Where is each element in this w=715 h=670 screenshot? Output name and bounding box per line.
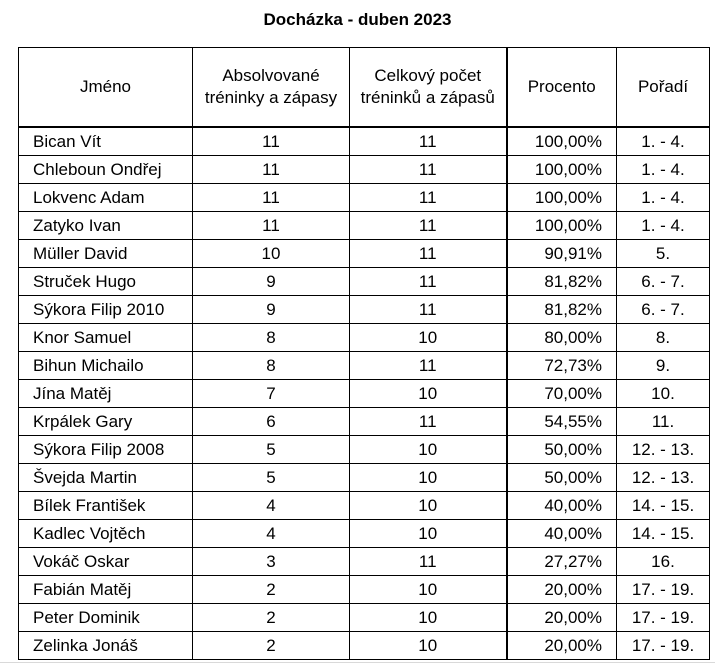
table-row (19, 576, 710, 604)
cell-percent: 100,00% (507, 156, 617, 184)
table-row (19, 212, 710, 240)
header-completed-line1: Absolvované (222, 66, 320, 85)
header-rank (617, 48, 710, 128)
cell-name: Krpálek Gary (19, 408, 193, 436)
cell-name: Chleboun Ondřej (19, 156, 193, 184)
cell-completed: 7 (193, 380, 350, 408)
table-row (19, 548, 710, 576)
table-row (19, 408, 710, 436)
cell-percent: 81,82% (507, 268, 617, 296)
cell-rank: 10. (617, 380, 710, 408)
table-row (19, 604, 710, 632)
cell-completed: 11 (193, 156, 350, 184)
header-percent (507, 48, 617, 128)
cell-completed: 9 (193, 296, 350, 324)
header-name-label: Jméno (79, 77, 132, 96)
cell-completed: 2 (193, 604, 350, 632)
cell-rank: 1. - 4. (617, 212, 710, 240)
cell-percent: 90,91% (507, 240, 617, 268)
table-row (19, 352, 710, 380)
cell-total: 11 (350, 268, 507, 296)
table-row (19, 464, 710, 492)
cell-total: 11 (350, 212, 507, 240)
cell-completed: 8 (193, 324, 350, 352)
table-row (19, 520, 710, 548)
cell-total: 10 (350, 464, 507, 492)
cell-name: Lokvenc Adam (19, 184, 193, 212)
cell-total: 11 (350, 127, 507, 156)
cell-percent: 40,00% (507, 492, 617, 520)
cell-rank: 1. - 4. (617, 184, 710, 212)
cell-name: Sýkora Filip 2008 (19, 436, 193, 464)
header-row (19, 48, 710, 128)
cell-rank: 8. (617, 324, 710, 352)
cell-total: 10 (350, 632, 507, 660)
table-row (19, 436, 710, 464)
cell-percent: 81,82% (507, 296, 617, 324)
cell-completed: 11 (193, 184, 350, 212)
cell-name: Zelinka Jonáš (19, 632, 193, 660)
table-header (19, 48, 710, 128)
table-row (19, 296, 710, 324)
page-edge-divider (0, 662, 715, 663)
cell-completed: 8 (193, 352, 350, 380)
cell-completed: 2 (193, 632, 350, 660)
cell-percent: 20,00% (507, 604, 617, 632)
cell-rank: 17. - 19. (617, 632, 710, 660)
cell-name: Jína Matěj (19, 380, 193, 408)
cell-total: 10 (350, 324, 507, 352)
table-row (19, 324, 710, 352)
cell-total: 10 (350, 576, 507, 604)
table-row (19, 632, 710, 660)
table-row (19, 268, 710, 296)
cell-total: 11 (350, 352, 507, 380)
cell-total: 10 (350, 492, 507, 520)
header-completed-line2: tréninky a zápasy (204, 88, 338, 107)
cell-percent: 72,73% (507, 352, 617, 380)
cell-completed: 4 (193, 520, 350, 548)
cell-name: Kadlec Vojtěch (19, 520, 193, 548)
header-percent-label: Procento (527, 77, 596, 96)
cell-rank: 1. - 4. (617, 156, 710, 184)
table-body (19, 127, 710, 660)
cell-total: 11 (350, 548, 507, 576)
cell-rank: 17. - 19. (617, 576, 710, 604)
cell-percent: 20,00% (507, 576, 617, 604)
cell-completed: 9 (193, 268, 350, 296)
cell-rank: 17. - 19. (617, 604, 710, 632)
cell-completed: 5 (193, 464, 350, 492)
page-title: Docházka - duben 2023 (263, 10, 452, 29)
cell-percent: 70,00% (507, 380, 617, 408)
cell-rank: 9. (617, 352, 710, 380)
cell-percent: 50,00% (507, 436, 617, 464)
cell-percent: 20,00% (507, 632, 617, 660)
cell-percent: 100,00% (507, 127, 617, 156)
header-rank-label: Pořadí (637, 77, 689, 96)
cell-name: Knor Samuel (19, 324, 193, 352)
cell-rank: 5. (617, 240, 710, 268)
cell-name: Bílek František (19, 492, 193, 520)
cell-completed: 6 (193, 408, 350, 436)
cell-rank: 12. - 13. (617, 464, 710, 492)
cell-percent: 100,00% (507, 212, 617, 240)
cell-name: Peter Dominik (19, 604, 193, 632)
header-completed (193, 48, 350, 128)
cell-name: Müller David (19, 240, 193, 268)
cell-name: Bihun Michailo (19, 352, 193, 380)
header-total-line2: tréninků a zápasů (360, 88, 495, 107)
cell-percent: 27,27% (507, 548, 617, 576)
cell-rank: 12. - 13. (617, 436, 710, 464)
header-name (19, 48, 193, 128)
header-total (350, 48, 507, 128)
cell-completed: 3 (193, 548, 350, 576)
cell-total: 11 (350, 408, 507, 436)
cell-name: Fabián Matěj (19, 576, 193, 604)
cell-rank: 11. (617, 408, 710, 436)
cell-total: 10 (350, 520, 507, 548)
cell-completed: 11 (193, 127, 350, 156)
table-row (19, 184, 710, 212)
cell-completed: 4 (193, 492, 350, 520)
cell-total: 11 (350, 156, 507, 184)
table-row (19, 380, 710, 408)
cell-rank: 6. - 7. (617, 268, 710, 296)
table-row (19, 156, 710, 184)
cell-completed: 11 (193, 212, 350, 240)
cell-completed: 2 (193, 576, 350, 604)
cell-total: 10 (350, 436, 507, 464)
cell-rank: 16. (617, 548, 710, 576)
cell-name: Švejda Martin (19, 464, 193, 492)
cell-percent: 80,00% (507, 324, 617, 352)
cell-completed: 5 (193, 436, 350, 464)
cell-percent: 50,00% (507, 464, 617, 492)
cell-total: 10 (350, 604, 507, 632)
cell-name: Struček Hugo (19, 268, 193, 296)
cell-percent: 54,55% (507, 408, 617, 436)
cell-total: 11 (350, 184, 507, 212)
cell-rank: 6. - 7. (617, 296, 710, 324)
cell-percent: 100,00% (507, 184, 617, 212)
cell-name: Zatyko Ivan (19, 212, 193, 240)
header-total-line1: Celkový počet (374, 66, 482, 85)
cell-rank: 14. - 15. (617, 492, 710, 520)
cell-name: Bican Vít (19, 127, 193, 156)
cell-total: 10 (350, 380, 507, 408)
table-row (19, 127, 710, 156)
table-row (19, 240, 710, 268)
cell-total: 11 (350, 296, 507, 324)
cell-name: Sýkora Filip 2010 (19, 296, 193, 324)
table-row (19, 492, 710, 520)
attendance-table (18, 47, 710, 660)
cell-rank: 14. - 15. (617, 520, 710, 548)
cell-name: Vokáč Oskar (19, 548, 193, 576)
cell-completed: 10 (193, 240, 350, 268)
cell-rank: 1. - 4. (617, 127, 710, 156)
cell-total: 11 (350, 240, 507, 268)
cell-percent: 40,00% (507, 520, 617, 548)
